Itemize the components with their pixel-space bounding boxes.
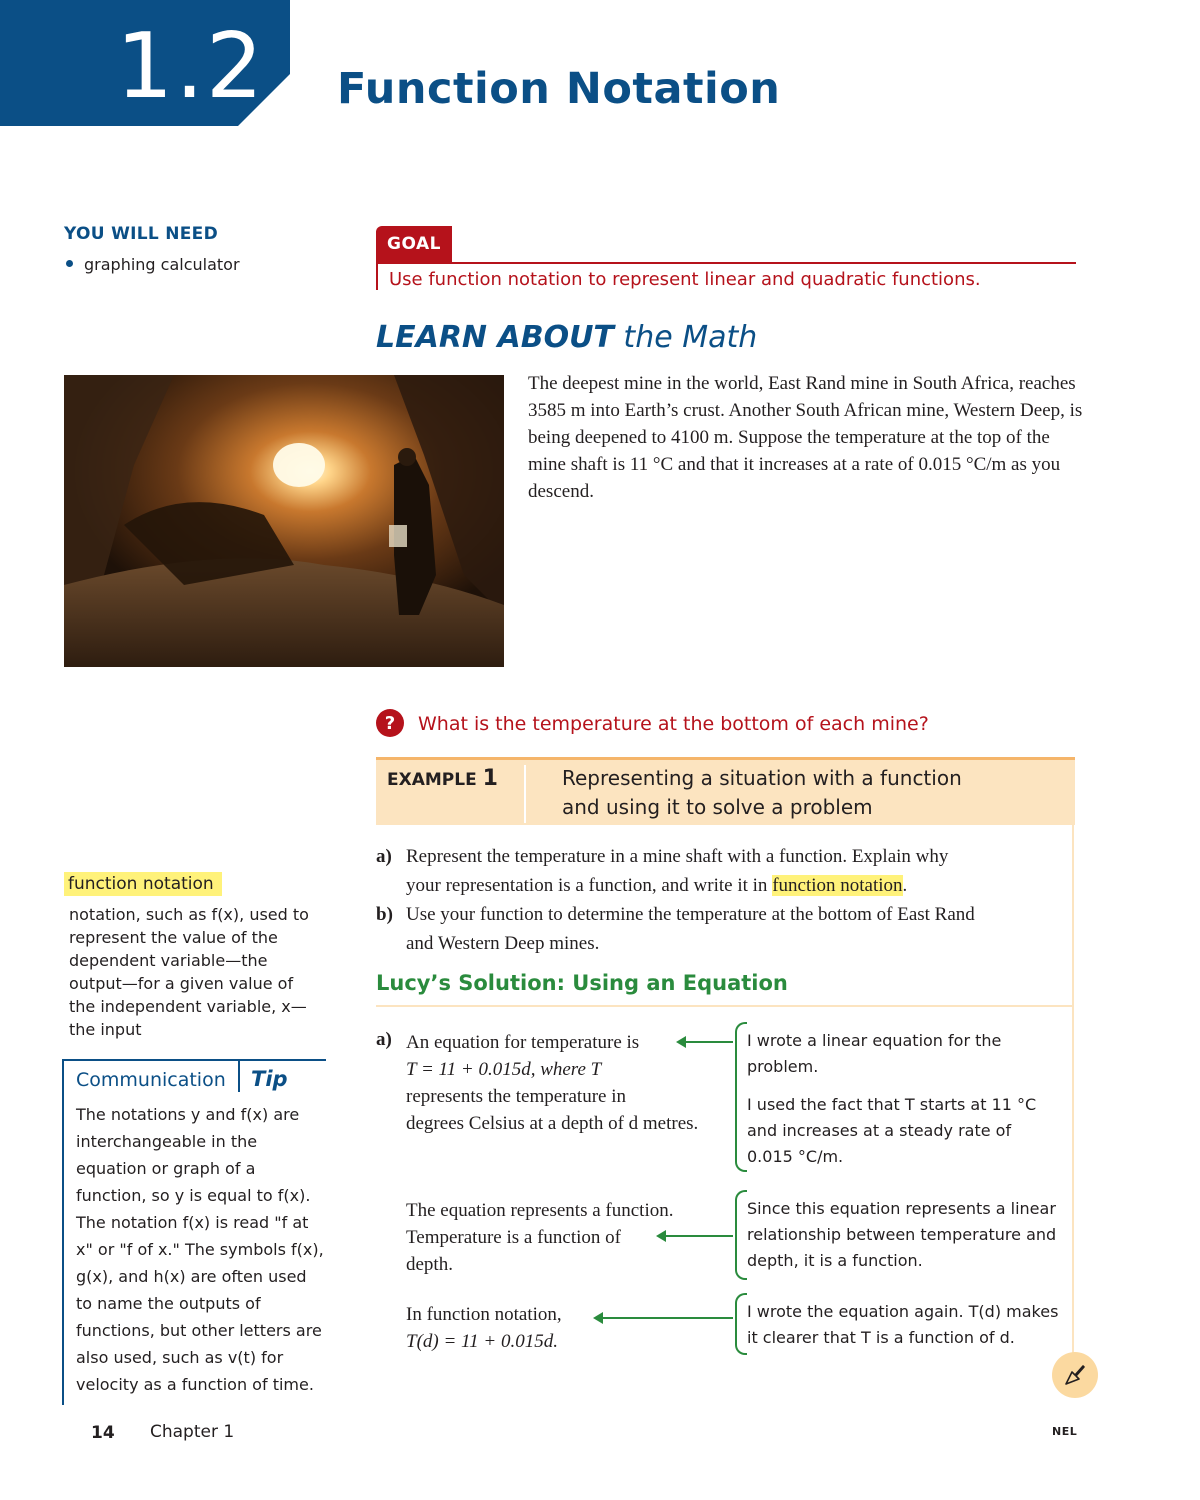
example-title-line1: Representing a situation with a function [562, 766, 962, 790]
note-bracket [735, 1293, 747, 1355]
learn-about-title-bold: LEARN ABOUT [376, 320, 614, 355]
arrow-next-icon [1062, 1362, 1088, 1388]
solution-note-1a [747, 1028, 1067, 1080]
part-a-label: a) [376, 846, 392, 867]
goal-rule [376, 262, 1076, 264]
example-header-divider [524, 765, 526, 823]
part-a-line2 [406, 871, 948, 900]
arrow-icon [665, 1235, 733, 1237]
goal-label: GOAL [376, 226, 452, 262]
note2-line1: Since this equation represents a linear [747, 1199, 1056, 1218]
next-button[interactable] [1052, 1352, 1098, 1398]
part-a-line2-post: . [902, 875, 908, 896]
publisher-label: NEL [1052, 1425, 1078, 1438]
note2-line3: depth, it is a function. [747, 1251, 923, 1270]
note1b-line1: I used the fact that T starts at 11 °C [747, 1095, 1037, 1114]
note1b-line3: 0.015 °C/m. [747, 1147, 844, 1166]
note3-line1: I wrote the equation again. T(d) makes [747, 1302, 1059, 1321]
part-a-line2-pre: your representation is a function, and write it in [406, 875, 773, 896]
example-label [387, 766, 498, 791]
solution-step-2 [406, 1197, 726, 1278]
example-right-border [1072, 825, 1074, 1360]
part-b-label: b) [376, 904, 393, 925]
step1-line2: T = 11 + 0.015d, where T [406, 1059, 602, 1080]
page-title: Function Notation [337, 64, 781, 114]
step1-line3: represents the temperature in [406, 1086, 626, 1107]
solution-step-3 [406, 1301, 726, 1355]
note1a-line1: I wrote a linear equation for the [747, 1031, 1002, 1050]
learn-about-title [376, 320, 757, 355]
tip-border-left [62, 1059, 64, 1405]
glossary-definition: notation, such as f(x), used to represent the value of the dependent variable—the output—for a given value of the independent variable, x—the input [69, 905, 309, 1039]
note-bracket [735, 1022, 747, 1172]
example-part-a [376, 842, 1066, 900]
solution-step-1 [406, 1029, 736, 1137]
example-parts [376, 842, 1066, 958]
intro-paragraph: The deepest mine in the world, East Rand mine in South Africa, reaches 3585 m into Earth’s crust. Another South African mine, Western Deep, is being deepened to 4100 m. Suppose the temperature at the top of the mine shaft is 11 °C and that it increases at a rate of 0.015 °C/m as you descend. [528, 373, 1083, 502]
part-b-line1: Use your function to determine the temperature at the bottom of East Rand [406, 904, 975, 925]
part-b-line2: and Western Deep mines. [406, 933, 600, 954]
learn-about-title-rest: the Math [613, 320, 758, 355]
goal-text: Use function notation to represent linear and quadratic functions. [389, 269, 981, 290]
page-number: 14 [91, 1423, 115, 1443]
arrow-icon [685, 1041, 733, 1043]
note2-line2: relationship between temperature and [747, 1225, 1057, 1244]
step3-line2: T(d) = 11 + 0.015d. [406, 1331, 558, 1352]
arrow-icon [602, 1317, 733, 1319]
you-will-need-item-label: graphing calculator [84, 255, 240, 274]
bullet-icon [66, 260, 73, 267]
solution-note-2 [747, 1196, 1067, 1274]
note1b-line2: and increases at a steady rate of [747, 1121, 1012, 1140]
tip-word: Tip [251, 1067, 288, 1091]
example-title-line2: and using it to solve a problem [562, 795, 873, 819]
step1-line4: degrees Celsius at a depth of d metres. [406, 1113, 699, 1134]
part-a-line1: Represent the temperature in a mine shaft with a function. Explain why [406, 846, 949, 867]
goal-vline [376, 262, 378, 290]
tip-heading: Communication [76, 1069, 226, 1091]
step2-line2: Temperature is a function of [406, 1227, 621, 1248]
tip-separator [238, 1059, 240, 1092]
function-notation-highlight: function notation [772, 875, 903, 896]
tip-body: The notations y and f(x) are interchangeable in the equation or graph of a function, so y is equal to f(x). The notation f(x) is read "f at x" or "f of x." The symbols f(x), g(x), and h(x) are often used to name the outputs of functions, but other letters are also used, such as v(t) for velocity as a function of time. [76, 1105, 324, 1394]
example-number: 1 [482, 766, 498, 791]
step1-line1: An equation for temperature is [406, 1032, 640, 1053]
chapter-label: Chapter 1 [150, 1422, 235, 1442]
example-label-text: EXAMPLE [387, 770, 477, 790]
you-will-need-heading: YOU WILL NEED [64, 224, 219, 244]
step2-line3: depth. [406, 1254, 453, 1275]
step3-line1: In function notation, [406, 1304, 562, 1325]
solution-note-3 [747, 1299, 1067, 1351]
step2-line1: The equation represents a function. [406, 1200, 674, 1221]
tip-border-top [62, 1059, 326, 1061]
note3-line2: it clearer that T is a function of d. [747, 1328, 1015, 1347]
mine-photo [64, 375, 504, 667]
example-part-b [376, 900, 1066, 958]
solution-rule [376, 1005, 1073, 1007]
section-number: 1.2 [116, 14, 266, 119]
solution-note-1b [747, 1092, 1067, 1170]
you-will-need-item [66, 255, 240, 274]
note-bracket [735, 1190, 747, 1280]
note1a-line2: problem. [747, 1057, 819, 1076]
example-title [562, 764, 1062, 822]
question-text: What is the temperature at the bottom of each mine? [418, 713, 929, 735]
glossary-term: function notation [64, 872, 222, 896]
question-icon: ? [376, 709, 404, 737]
solution-title: Lucy’s Solution: Using an Equation [376, 971, 788, 995]
solution-a-label: a) [376, 1029, 392, 1050]
